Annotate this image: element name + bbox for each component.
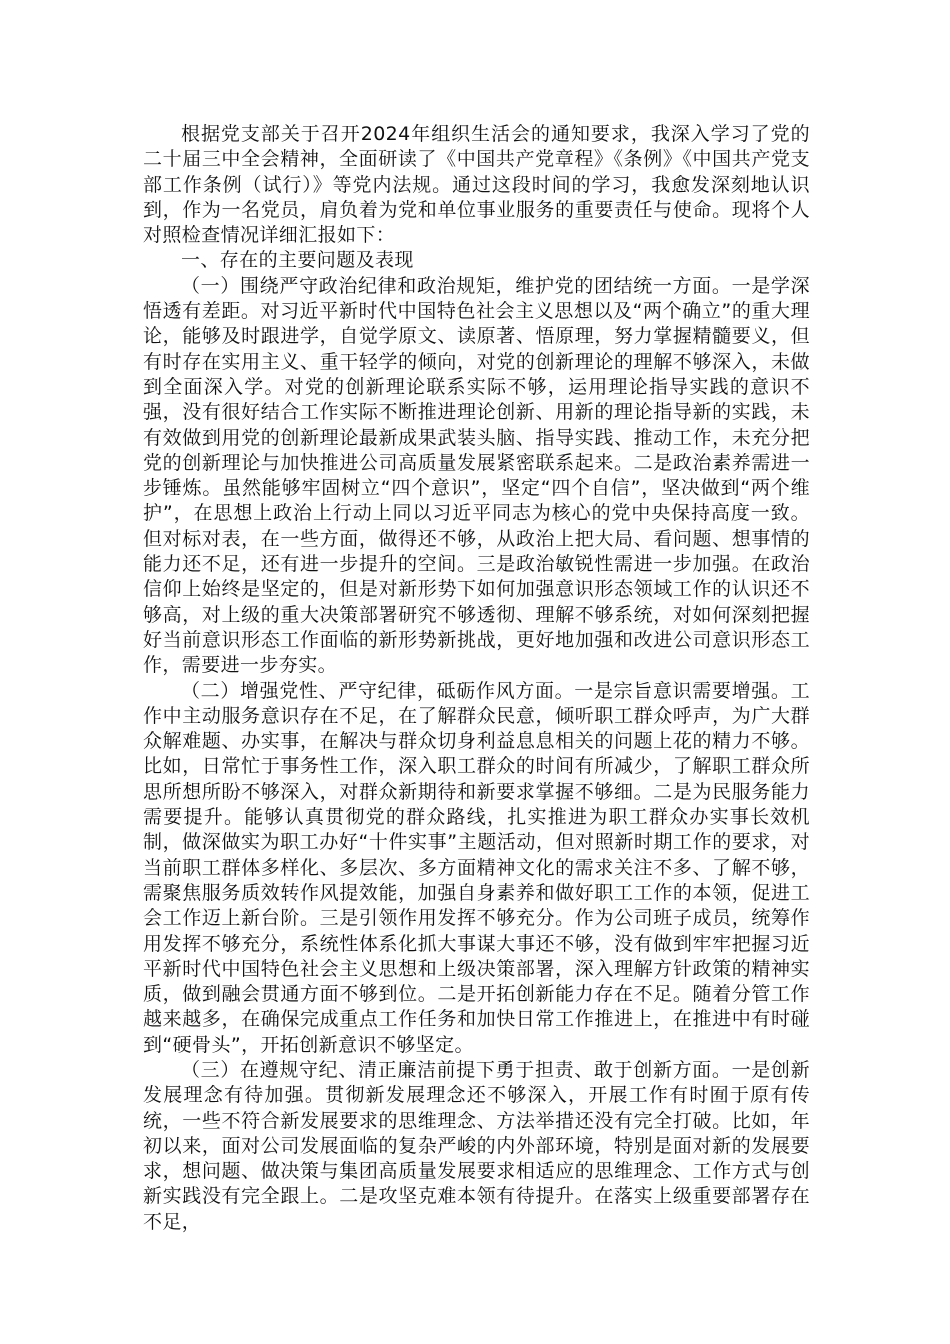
- problem-paragraph-3: （三）在遵规守纪、清正廉洁前提下勇于担责、敢于创新方面。一是创新发展理念有待加强。贯彻新发展理念还不够深入，开展工作有时囿于原有传统，一些不符合新发展要求的思维理念、方法举措还没有完全打破。比如，年初以来，面对公司发展面临的复杂严峻的内外部环境，特别是面对新的发展要求，想问题、做决策与集团高质量发展要求相适应的思维理念、工作方式与创新实践没有完全跟上。二是攻坚克难本领有待提升。在落实上级重要部署存在不足，: [143, 1058, 810, 1233]
- problem-paragraph-1: （一）围绕严守政治纪律和政治规矩，维护党的团结统一方面。一是学深悟透有差距。对习近平新时代中国特色社会主义思想以及“两个确立”的重大理论，能够及时跟进学，自觉学原文、读原著、悟原理，努力掌握精髓要义，但有时存在实用主义、重干轻学的倾向，对党的创新理论的理解不够深入，未做到全面深入学。对党的创新理论联系实际不够，运用理论指导实践的意识不强，没有很好结合工作实际不断推进理论创新、用新的理论指导新的实践，未有效做到用党的创新理论最新成果武装头脑、指导实践、推动工作，未充分把党的创新理论与加快推进公司高质量发展紧密联系起来。二是政治素养需进一步锤炼。虽然能够牢固树立“四个意识”，坚定“四个自信”，坚决做到“两个维护”，在思想上政治上行动上同以习近平同志为核心的党中央保持高度一致。但对标对表，在一些方面，做得还不够，从政治上把大局、看问题、想事情的能力还不足，还有进一步提升的空间。三是政治敏锐性需进一步加强。在政治信仰上始终是坚定的，但是对新形势下如何加强意识形态领域工作的认识还不够高，对上级的重大决策部署研究不够透彻、理解不够系统，对如何深刻把握好当前意识形态工作面临的新形势新挑战，更好地加强和改进公司意识形态工作，需要进一步夯实。: [143, 274, 810, 677]
- problem-paragraph-2: （二）增强党性、严守纪律，砥砺作风方面。一是宗旨意识需要增强。工作中主动服务意识存在不足，在了解群众民意，倾听职工群众呼声，为广大群众解难题、办实事，在解决与群众切身利益息息相关的问题上花的精力不够。比如，日常忙于事务性工作，深入职工群众的时间有所减少，了解职工群众所思所想所盼不够深入，对群众新期待和新要求掌握不够细。二是为民服务能力需要提升。能够认真贯彻党的群众路线，扎实推进为职工群众办实事长效机制，做深做实为职工办好“十件实事”主题活动，但对照新时期工作的要求，对当前职工群体多样化、多层次、多方面精神文化的需求关注不多、了解不够，需聚焦服务质效转作风提效能，加强自身素养和做好职工工作的本领，促进工会工作迈上新台阶。三是引领作用发挥不够充分。作为公司班子成员，统筹作用发挥不够充分，系统性体系化抓大事谋大事还不够，没有做到牢牢把握习近平新时代中国特色社会主义思想和上级决策部署，深入理解方针政策的精神实质，做到融会贯通方面不够到位。二是开拓创新能力存在不足。随着分管工作越来越多，在确保完成重点工作任务和加快日常工作推进上，在推进中有时碰到“硬骨头”，开拓创新意识不够坚定。: [143, 679, 810, 1056]
- section-heading-problems: 一、存在的主要问题及表现: [181, 249, 414, 272]
- intro-paragraph: 根据党支部关于召开2024年组织生活会的通知要求，我深入学习了党的二十届三中全会精神，全面研读了《中国共产党章程》《条例》《中国共产党支部工作条例（试行）》等党内法规。通过这段时间的学习，我愈发深刻地认识到，作为一名党员，肩负着为党和单位事业服务的重要责任与使命。现将个人对照检查情况详细汇报如下：: [143, 123, 810, 247]
- document-body: [143, 122, 810, 1235]
